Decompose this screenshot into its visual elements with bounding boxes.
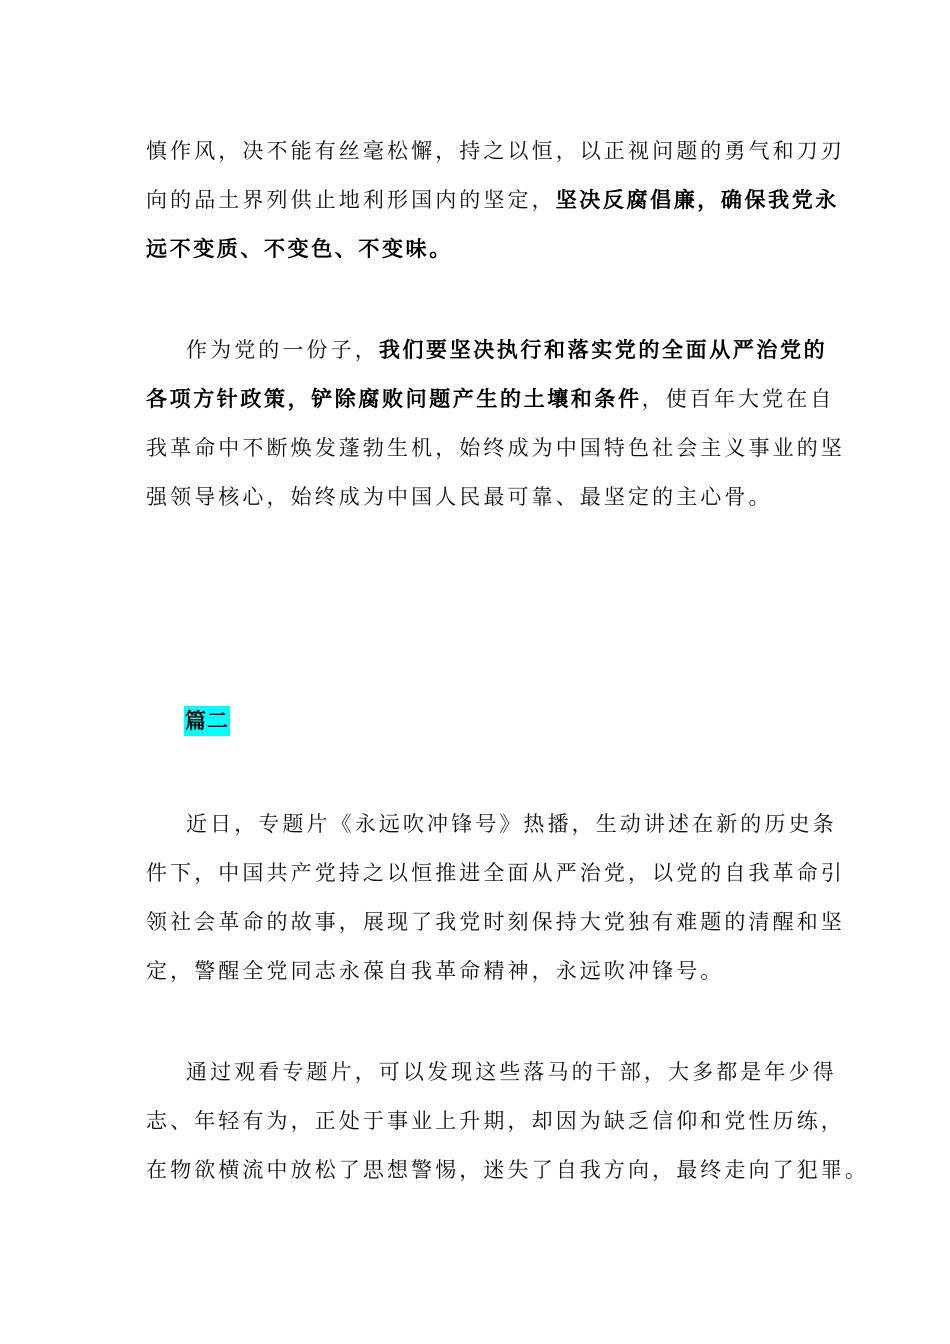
paragraph-2 (146, 326, 845, 522)
paragraph-2-line-2 (146, 375, 835, 424)
paragraph-3-line-3: 领社会革命的故事，展现了我党时刻保持大党独有难题的清醒和坚 (146, 910, 845, 934)
paragraph-4-line-1: 通过观看专题片，可以发现这些落马的干部，大多都是年少得 (186, 1060, 837, 1084)
paragraph-4-line-2: 志、年轻有为，正处于事业上升期，却因为缺乏信仰和党性历练， (146, 1109, 845, 1133)
paragraph-4 (146, 1048, 869, 1195)
paragraph-2-line-1 (146, 326, 826, 375)
paragraph-1-line-2-text: 向的品土界列供止地利形国内的坚定， (146, 188, 556, 212)
paragraph-2-line-1-text: 作为党的一份子， (186, 338, 379, 362)
paragraph-3 (146, 800, 845, 996)
paragraph-2-line-1-bold-text: 我们要坚决执行和落实党的全面从严治党的 (378, 338, 828, 362)
paragraph-3-line-1: 近日，专题片《永远吹冲锋号》热播，生动讲述在新的历史条 (186, 812, 837, 836)
section-heading: 篇二 (184, 706, 230, 736)
paragraph-1-line-3: 远不变质、不变色、不变味。 (146, 237, 453, 261)
paragraph-2-line-3: 我革命中不断焕发蓬勃生机，始终成为中国特色社会主义事业的坚 (146, 436, 845, 460)
paragraph-2-line-4: 强领导核心，始终成为中国人民最可靠、最坚定的主心骨。 (146, 485, 773, 509)
paragraph-2-line-2-text: ，使百年大党在自 (641, 387, 835, 411)
paragraph-1-line-2 (146, 176, 839, 225)
paragraph-3-line-4: 定，警醒全党同志永葆自我革命精神，永远吹冲锋号。 (146, 959, 725, 983)
paragraph-3-line-2: 件下，中国共产党持之以恒推进全面从严治党，以党的自我革命引 (146, 861, 845, 885)
paragraph-1-line-1: 慎作风，决不能有丝毫松懈，持之以恒，以正视问题的勇气和刀刃 (146, 139, 845, 163)
paragraph-1-line-2-bold-text: 坚决反腐倡廉，确保我党永 (555, 188, 839, 212)
paragraph-2-line-2-bold-text: 各项方针政策，铲除腐败问题产生的土壤和条件 (146, 387, 642, 411)
paragraph-1 (146, 127, 845, 274)
paragraph-4-line-3: 在物欲横流中放松了思想警惕，迷失了自我方向，最终走向了犯罪。 (146, 1158, 869, 1182)
